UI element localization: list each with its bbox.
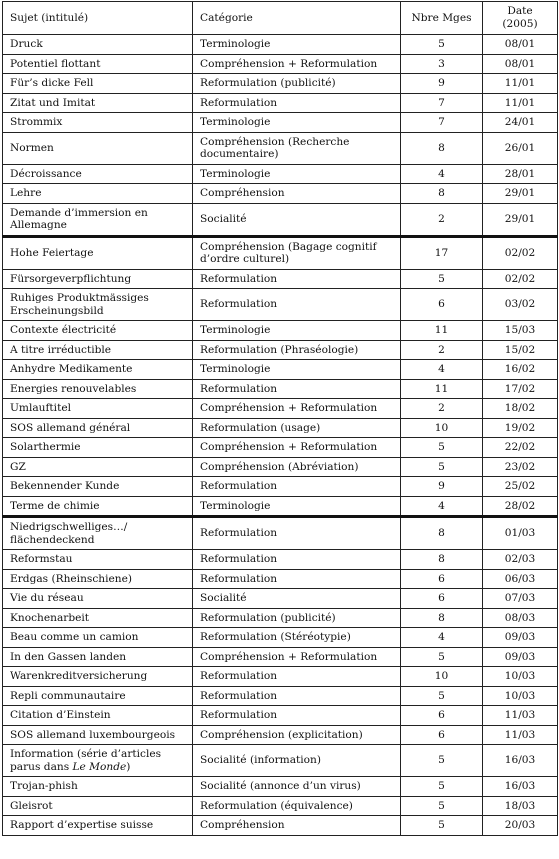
cell-category: Socialité (information) [193, 745, 401, 777]
cell-category: Compréhension + Reformulation [193, 54, 401, 74]
cell-subject: Gleisrot [3, 796, 193, 816]
cell-category: Reformulation [193, 477, 401, 497]
cell-date: 11/03 [483, 725, 558, 745]
cell-date: 03/02 [483, 289, 558, 321]
table-row [3, 93, 558, 113]
cell-category: Reformulation [193, 550, 401, 570]
cell-category: Reformulation [193, 379, 401, 399]
table-row [3, 379, 558, 399]
cell-count: 3 [401, 54, 483, 74]
cell-count: 10 [401, 418, 483, 438]
cell-category: Reformulation [193, 569, 401, 589]
cell-date: 08/01 [483, 35, 558, 55]
cell-date: 01/03 [483, 517, 558, 550]
cell-category: Reformulation (Stéréotypie) [193, 628, 401, 648]
cell-subject: Contexte électricité [3, 321, 193, 341]
cell-subject: Zitat und Imitat [3, 93, 193, 113]
cell-count: 5 [401, 35, 483, 55]
cell-date: 15/03 [483, 321, 558, 341]
cell-category: Reformulation (équivalence) [193, 796, 401, 816]
cell-subject: Anhydre Medikamente [3, 360, 193, 380]
table-row [3, 132, 558, 164]
cell-subject: Lehre [3, 184, 193, 204]
cell-subject-italic: Le Monde [72, 760, 127, 773]
cell-count: 6 [401, 706, 483, 726]
cell-category: Reformulation [193, 686, 401, 706]
table-row [3, 203, 558, 236]
cell-category: Compréhension [193, 816, 401, 836]
cell-count: 8 [401, 550, 483, 570]
table-row [3, 269, 558, 289]
header-count: Nbre Mges [401, 2, 483, 35]
header-subject: Sujet (intitulé) [3, 2, 193, 35]
cell-subject: Energies renouvelables [3, 379, 193, 399]
cell-subject: Terme de chimie [3, 496, 193, 517]
cell-date: 18/02 [483, 399, 558, 419]
cell-date: 28/01 [483, 164, 558, 184]
cell-count: 2 [401, 203, 483, 236]
cell-count: 8 [401, 608, 483, 628]
cell-subject: Bekennender Kunde [3, 477, 193, 497]
cell-count: 10 [401, 667, 483, 687]
cell-subject: Umlauftitel [3, 399, 193, 419]
cell-category: Compréhension (Abréviation) [193, 457, 401, 477]
cell-subject: Knochenarbeit [3, 608, 193, 628]
cell-date: 17/02 [483, 379, 558, 399]
cell-subject: Druck [3, 35, 193, 55]
cell-date: 16/02 [483, 360, 558, 380]
table-row [3, 777, 558, 797]
cell-date: 28/02 [483, 496, 558, 517]
cell-category: Compréhension + Reformulation [193, 647, 401, 667]
header-date-line2: (2005) [502, 18, 538, 30]
cell-subject: Vie du réseau [3, 589, 193, 609]
cell-category: Reformulation [193, 517, 401, 550]
cell-count: 6 [401, 725, 483, 745]
cell-date: 16/03 [483, 777, 558, 797]
cell-count: 5 [401, 796, 483, 816]
cell-date: 23/02 [483, 457, 558, 477]
cell-category: Reformulation (publicité) [193, 74, 401, 94]
cell-category: Reformulation (usage) [193, 418, 401, 438]
cell-date: 10/03 [483, 686, 558, 706]
cell-count: 5 [401, 745, 483, 777]
cell-count: 9 [401, 477, 483, 497]
table-row [3, 184, 558, 204]
table-row [3, 628, 558, 648]
cell-category: Terminologie [193, 360, 401, 380]
cell-date: 02/02 [483, 269, 558, 289]
table-row [3, 686, 558, 706]
cell-subject: Für’s dicke Fell [3, 74, 193, 94]
cell-count: 2 [401, 399, 483, 419]
cell-subject: Solarthermie [3, 438, 193, 458]
message-log-table [2, 1, 558, 836]
cell-count: 7 [401, 113, 483, 133]
cell-count: 5 [401, 647, 483, 667]
table-row [3, 35, 558, 55]
table-row [3, 236, 558, 269]
header-category: Catégorie [193, 2, 401, 35]
cell-count: 6 [401, 589, 483, 609]
cell-count: 11 [401, 379, 483, 399]
table-row [3, 418, 558, 438]
cell-category: Compréhension (explicitation) [193, 725, 401, 745]
cell-category: Reformulation [193, 706, 401, 726]
cell-date: 25/02 [483, 477, 558, 497]
cell-date: 19/02 [483, 418, 558, 438]
cell-subject: A titre irréductible [3, 340, 193, 360]
cell-count: 5 [401, 816, 483, 836]
cell-date: 08/03 [483, 608, 558, 628]
cell-count: 8 [401, 132, 483, 164]
cell-count: 5 [401, 457, 483, 477]
cell-category: Terminologie [193, 321, 401, 341]
cell-count: 6 [401, 289, 483, 321]
cell-count: 4 [401, 360, 483, 380]
cell-category: Reformulation (publicité) [193, 608, 401, 628]
table-row [3, 569, 558, 589]
table-row [3, 360, 558, 380]
cell-category: Socialité (annonce d’un virus) [193, 777, 401, 797]
cell-subject: Décroissance [3, 164, 193, 184]
cell-date: 15/02 [483, 340, 558, 360]
cell-date: 07/03 [483, 589, 558, 609]
table-row [3, 608, 558, 628]
cell-subject: Repli communautaire [3, 686, 193, 706]
cell-subject: Trojan-phish [3, 777, 193, 797]
cell-subject: Erdgas (Rheinschiene) [3, 569, 193, 589]
table-row [3, 725, 558, 745]
cell-count: 2 [401, 340, 483, 360]
table-row [3, 589, 558, 609]
cell-count: 11 [401, 321, 483, 341]
cell-subject: Potentiel flottant [3, 54, 193, 74]
cell-subject: Strommix [3, 113, 193, 133]
cell-count: 5 [401, 777, 483, 797]
cell-date: 29/01 [483, 203, 558, 236]
cell-subject: Hohe Feiertage [3, 236, 193, 269]
cell-count: 4 [401, 628, 483, 648]
cell-subject: In den Gassen landen [3, 647, 193, 667]
table-row [3, 74, 558, 94]
cell-category: Compréhension + Reformulation [193, 399, 401, 419]
cell-category: Compréhension (Recherche documentaire) [193, 132, 401, 164]
cell-subject-after: ) [126, 760, 131, 773]
table-row [3, 647, 558, 667]
header-date-line1: Date [507, 5, 533, 17]
cell-date: 29/01 [483, 184, 558, 204]
table-row [3, 745, 558, 777]
cell-count: 4 [401, 164, 483, 184]
cell-date: 02/03 [483, 550, 558, 570]
cell-date: 10/03 [483, 667, 558, 687]
table-row [3, 164, 558, 184]
cell-count: 7 [401, 93, 483, 113]
cell-date: 02/02 [483, 236, 558, 269]
cell-subject: Niedrigschwelliges…/ flächendeckend [3, 517, 193, 550]
cell-category: Terminologie [193, 35, 401, 55]
cell-category: Reformulation [193, 269, 401, 289]
header-date [483, 2, 558, 35]
cell-date: 06/03 [483, 569, 558, 589]
cell-subject: Fürsorgeverpflichtung [3, 269, 193, 289]
message-log-table-container [2, 1, 558, 836]
cell-subject: Citation d’Einstein [3, 706, 193, 726]
table-row [3, 113, 558, 133]
table-row [3, 289, 558, 321]
cell-count: 4 [401, 496, 483, 517]
table-row [3, 496, 558, 517]
cell-count: 9 [401, 74, 483, 94]
cell-date: 20/03 [483, 816, 558, 836]
cell-subject: Normen [3, 132, 193, 164]
cell-subject: Ruhiges Produktmässiges Erscheinungsbild [3, 289, 193, 321]
cell-category: Compréhension + Reformulation [193, 438, 401, 458]
cell-subject [3, 745, 193, 777]
cell-count: 5 [401, 269, 483, 289]
cell-subject: Demande d’immersion en Allemagne [3, 203, 193, 236]
cell-date: 11/01 [483, 74, 558, 94]
table-row [3, 321, 558, 341]
cell-subject: Rapport d’expertise suisse [3, 816, 193, 836]
cell-date: 22/02 [483, 438, 558, 458]
table-row [3, 54, 558, 74]
header-row [3, 2, 558, 35]
cell-count: 5 [401, 686, 483, 706]
cell-category: Socialité [193, 589, 401, 609]
cell-category: Reformulation [193, 667, 401, 687]
table-row [3, 816, 558, 836]
cell-category: Reformulation [193, 93, 401, 113]
cell-subject: Warenkreditversicherung [3, 667, 193, 687]
cell-category: Reformulation (Phraséologie) [193, 340, 401, 360]
cell-category: Reformulation [193, 289, 401, 321]
cell-count: 5 [401, 438, 483, 458]
cell-date: 09/03 [483, 628, 558, 648]
cell-subject: Reformstau [3, 550, 193, 570]
table-row [3, 706, 558, 726]
cell-count: 8 [401, 184, 483, 204]
cell-category: Terminologie [193, 113, 401, 133]
table-row [3, 517, 558, 550]
cell-subject-text: Information (série d’articles parus dans [10, 748, 162, 773]
cell-date: 11/01 [483, 93, 558, 113]
table-row [3, 550, 558, 570]
cell-category: Terminologie [193, 164, 401, 184]
cell-date: 11/03 [483, 706, 558, 726]
table-row [3, 438, 558, 458]
cell-subject: Beau comme un camion [3, 628, 193, 648]
cell-date: 18/03 [483, 796, 558, 816]
cell-date: 16/03 [483, 745, 558, 777]
table-row [3, 667, 558, 687]
cell-count: 8 [401, 517, 483, 550]
cell-subject: SOS allemand général [3, 418, 193, 438]
cell-category: Compréhension [193, 184, 401, 204]
cell-count: 17 [401, 236, 483, 269]
table-row [3, 340, 558, 360]
table-row [3, 457, 558, 477]
cell-category: Compréhension (Bagage cognitif d’ordre culturel) [193, 236, 401, 269]
cell-category: Terminologie [193, 496, 401, 517]
cell-count: 6 [401, 569, 483, 589]
cell-subject: SOS allemand luxembourgeois [3, 725, 193, 745]
cell-date: 26/01 [483, 132, 558, 164]
table-row [3, 796, 558, 816]
table-row [3, 399, 558, 419]
cell-date: 08/01 [483, 54, 558, 74]
cell-date: 09/03 [483, 647, 558, 667]
cell-subject: GZ [3, 457, 193, 477]
cell-category: Socialité [193, 203, 401, 236]
table-row [3, 477, 558, 497]
cell-date: 24/01 [483, 113, 558, 133]
